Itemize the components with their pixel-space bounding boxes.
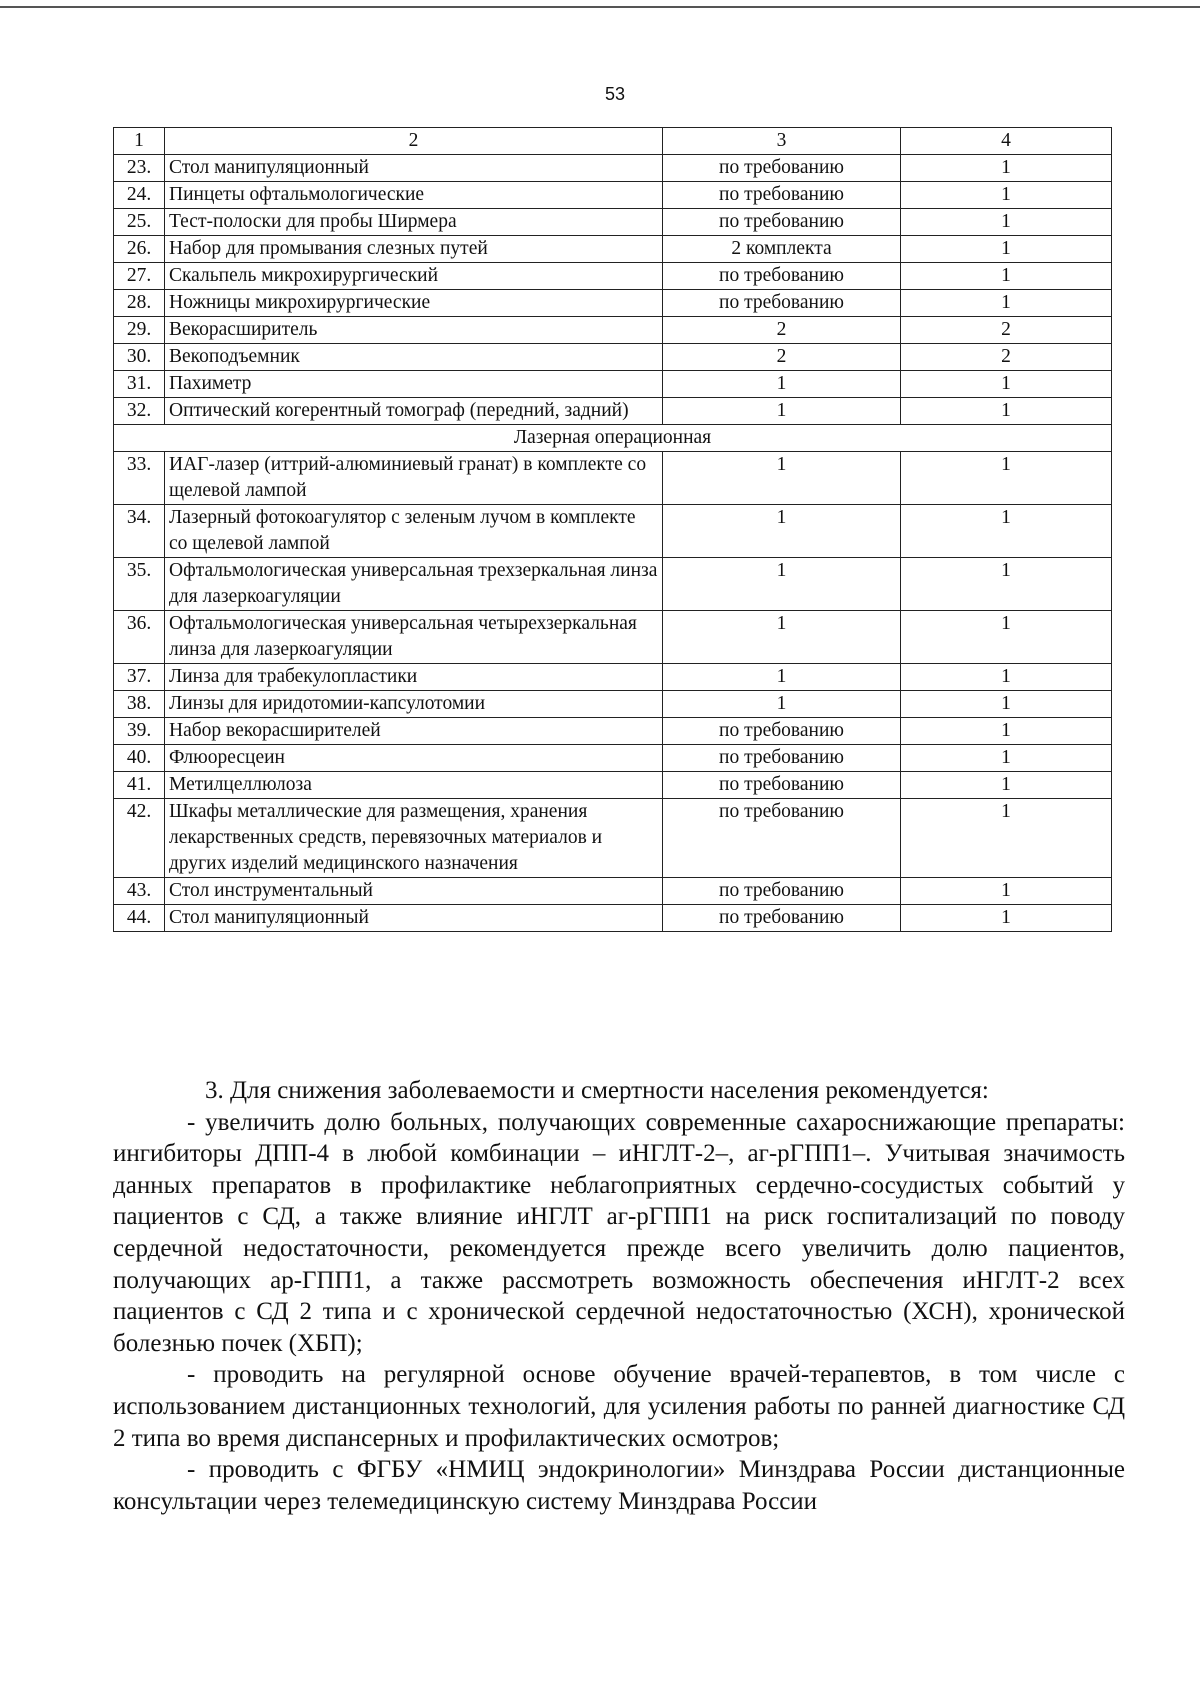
row-number: 44.	[114, 905, 165, 932]
table-row	[114, 398, 1112, 425]
equipment-name: Линза для трабекулопластики	[165, 664, 663, 691]
page-number: 53	[604, 84, 626, 104]
table-row	[114, 155, 1112, 182]
required-quantity: 1	[663, 558, 901, 611]
row-number: 24.	[114, 182, 165, 209]
table-row	[114, 745, 1112, 772]
unit-count: 1	[901, 799, 1112, 878]
recommendation-item: - проводить на регулярной основе обучение врачей-терапевтов, в том числе с использованием дистанционных технологий, для усиления работы по ранней диагностике СД 2 типа во время диспансерных и профилактических осмотров;	[113, 1361, 1125, 1452]
required-quantity: по требованию	[663, 209, 901, 236]
unit-count: 1	[901, 236, 1112, 263]
table-header-row	[114, 128, 1112, 155]
equipment-name: Офтальмологическая универсальная трехзеркальная линза для лазеркоагуляции	[165, 558, 663, 611]
equipment-name: Линзы для иридотомии-капсулотомии	[165, 691, 663, 718]
row-number: 31.	[114, 371, 165, 398]
equipment-table	[113, 127, 1112, 932]
equipment-name: Тест-полоски для пробы Ширмера	[165, 209, 663, 236]
table-row	[114, 290, 1112, 317]
table-row	[114, 905, 1112, 932]
required-quantity: 1	[663, 398, 901, 425]
row-number: 26.	[114, 236, 165, 263]
required-quantity: 2	[663, 317, 901, 344]
row-number: 27.	[114, 263, 165, 290]
required-quantity: 1	[663, 691, 901, 718]
equipment-name: ИАГ-лазер (иттрий-алюминиевый гранат) в комплекте со щелевой лампой	[165, 452, 663, 505]
equipment-name: Пахиметр	[165, 371, 663, 398]
equipment-name: Набор векорасширителей	[165, 718, 663, 745]
unit-count: 1	[901, 745, 1112, 772]
table-row	[114, 209, 1112, 236]
row-number: 32.	[114, 398, 165, 425]
table-row	[114, 263, 1112, 290]
unit-count: 1	[901, 905, 1112, 932]
required-quantity: 1	[663, 611, 901, 664]
top-rule	[0, 6, 1200, 8]
required-quantity: 1	[663, 664, 901, 691]
recommendations-lead: 3. Для снижения заболеваемости и смертности населения рекомендуется:	[205, 1077, 989, 1104]
row-number: 23.	[114, 155, 165, 182]
unit-count: 1	[901, 558, 1112, 611]
equipment-name: Векорасширитель	[165, 317, 663, 344]
row-number: 36.	[114, 611, 165, 664]
unit-count: 1	[901, 182, 1112, 209]
table-row	[114, 344, 1112, 371]
table-row	[114, 799, 1112, 878]
unit-count: 1	[901, 371, 1112, 398]
unit-count: 1	[901, 664, 1112, 691]
unit-count: 2	[901, 344, 1112, 371]
recommendation-item: - проводить с ФГБУ «НМИЦ эндокринологии» Минздрава России дистанционные консультации через телемедицинскую систему Минздрава России	[113, 1456, 1125, 1515]
unit-count: 2	[901, 317, 1112, 344]
required-quantity: по требованию	[663, 878, 901, 905]
unit-count: 1	[901, 691, 1112, 718]
row-number: 34.	[114, 505, 165, 558]
table-row	[114, 505, 1112, 558]
table-row	[114, 611, 1112, 664]
unit-count: 1	[901, 155, 1112, 182]
equipment-name: Стол манипуляционный	[165, 905, 663, 932]
recommendations-text	[113, 1075, 1125, 1517]
row-number: 33.	[114, 452, 165, 505]
equipment-name: Метилцеллюлоза	[165, 772, 663, 799]
table-row	[114, 772, 1112, 799]
required-quantity: по требованию	[663, 745, 901, 772]
equipment-name: Стол инструментальный	[165, 878, 663, 905]
equipment-name: Векоподъемник	[165, 344, 663, 371]
required-quantity: 1	[663, 452, 901, 505]
row-number: 43.	[114, 878, 165, 905]
required-quantity: 1	[663, 505, 901, 558]
table-row	[114, 182, 1112, 209]
equipment-name: Скальпель микрохирургический	[165, 263, 663, 290]
row-number: 25.	[114, 209, 165, 236]
column-header: 4	[901, 128, 1112, 155]
equipment-name: Оптический когерентный томограф (передний, задний)	[165, 398, 663, 425]
table-row	[114, 452, 1112, 505]
unit-count: 1	[901, 290, 1112, 317]
unit-count: 1	[901, 209, 1112, 236]
column-header: 1	[114, 128, 165, 155]
table-row	[114, 718, 1112, 745]
equipment-name: Стол манипуляционный	[165, 155, 663, 182]
row-number: 28.	[114, 290, 165, 317]
row-number: 40.	[114, 745, 165, 772]
required-quantity: 2 комплекта	[663, 236, 901, 263]
unit-count: 1	[901, 878, 1112, 905]
equipment-name: Лазерный фотокоагулятор с зеленым лучом в комплекте со щелевой лампой	[165, 505, 663, 558]
required-quantity: по требованию	[663, 290, 901, 317]
row-number: 38.	[114, 691, 165, 718]
required-quantity: 2	[663, 344, 901, 371]
required-quantity: по требованию	[663, 905, 901, 932]
row-number: 30.	[114, 344, 165, 371]
row-number: 37.	[114, 664, 165, 691]
column-header: 3	[663, 128, 901, 155]
unit-count: 1	[901, 452, 1112, 505]
column-header: 2	[165, 128, 663, 155]
equipment-name: Офтальмологическая универсальная четырехзеркальная линза для лазеркоагуляции	[165, 611, 663, 664]
table-row	[114, 664, 1112, 691]
required-quantity: по требованию	[663, 772, 901, 799]
unit-count: 1	[901, 718, 1112, 745]
row-number: 29.	[114, 317, 165, 344]
unit-count: 1	[901, 398, 1112, 425]
table-row	[114, 691, 1112, 718]
unit-count: 1	[901, 263, 1112, 290]
required-quantity: по требованию	[663, 718, 901, 745]
equipment-name: Шкафы металлические для размещения, хранения лекарственных средств, перевязочных материалов и других изделий медицинского назначения	[165, 799, 663, 878]
equipment-name: Набор для промывания слезных путей	[165, 236, 663, 263]
required-quantity: 1	[663, 371, 901, 398]
row-number: 42.	[114, 799, 165, 878]
required-quantity: по требованию	[663, 263, 901, 290]
table-row	[114, 878, 1112, 905]
required-quantity: по требованию	[663, 799, 901, 878]
equipment-name: Пинцеты офтальмологические	[165, 182, 663, 209]
equipment-name: Ножницы микрохирургические	[165, 290, 663, 317]
section-row	[114, 425, 1112, 452]
row-number: 35.	[114, 558, 165, 611]
unit-count: 1	[901, 611, 1112, 664]
table-row	[114, 558, 1112, 611]
unit-count: 1	[901, 772, 1112, 799]
table-row	[114, 317, 1112, 344]
section-title: Лазерная операционная	[114, 425, 1112, 452]
equipment-name: Флюоресцеин	[165, 745, 663, 772]
table-row	[114, 236, 1112, 263]
recommendation-item: - увеличить долю больных, получающих современные сахароснижающие препараты: ингибиторы ДПП-4 в любой комбинации – иНГЛТ-2–, аг-рГПП1–. Учитывая значимость данных препаратов в профилактике неблагоприятных сердечно-сосудистых событий у пациентов с СД, а также влияние иНГЛТ аг-рГПП1 на риск госпитализаций по поводу сердечной недостаточности, рекомендуется прежде всего увеличить долю пациентов, получающих ар-ГПП1, а также рассмотреть возможность обеспечения иНГЛТ-2 всех пациентов с СД 2 типа и с хронической сердечной недостаточностью (ХСН), хронической болезнью почек (ХБП);	[113, 1108, 1125, 1357]
row-number: 39.	[114, 718, 165, 745]
required-quantity: по требованию	[663, 182, 901, 209]
required-quantity: по требованию	[663, 155, 901, 182]
row-number: 41.	[114, 772, 165, 799]
table-row	[114, 371, 1112, 398]
unit-count: 1	[901, 505, 1112, 558]
